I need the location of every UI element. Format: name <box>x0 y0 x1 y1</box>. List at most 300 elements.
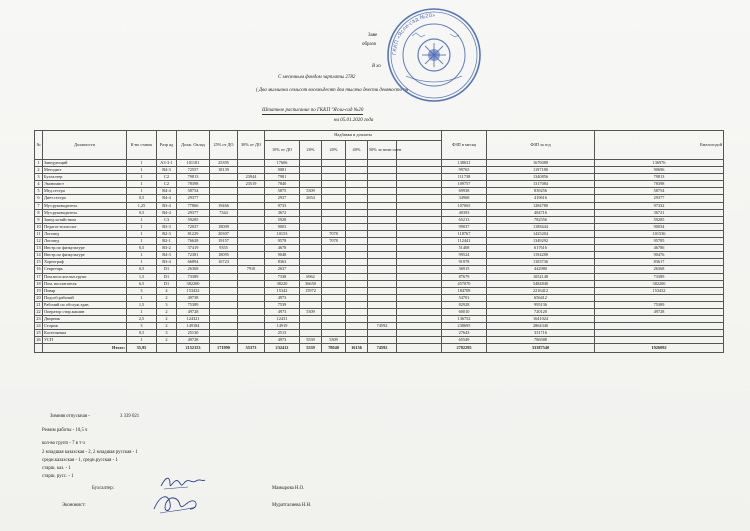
cell-position: Муз.руководитель <box>43 209 127 216</box>
cell-10pct: 7338 <box>265 273 300 280</box>
cell-vacation: 59285 <box>595 216 724 223</box>
cell-10pct: 4678 <box>265 245 300 252</box>
header-line-1: Заве <box>368 33 378 38</box>
cell-night <box>368 223 397 230</box>
cell-total-20pct-a: 5539 <box>300 344 322 353</box>
col-header-night: 50% за ночн смен <box>368 141 397 160</box>
cell-night <box>368 266 397 273</box>
cell-10pct: 14919 <box>265 323 300 330</box>
cell-30pct <box>238 223 265 230</box>
cell-30pct <box>238 245 265 252</box>
cell-40pct <box>346 223 368 230</box>
cell-blank <box>397 280 442 287</box>
cell-vacation: 83617 <box>595 259 724 266</box>
official-stamp-seal <box>384 6 484 104</box>
cell-20pct-a <box>300 252 322 259</box>
cell-30pct <box>238 259 265 266</box>
cell-salary: 25130 <box>177 330 210 337</box>
cell-30pct <box>238 301 265 308</box>
cell-vacation: 73389 <box>595 273 724 280</box>
cell-vacation: 382200 <box>595 280 724 287</box>
table-row <box>35 160 724 167</box>
cell-no: 21 <box>36 301 41 307</box>
cell-10pct: 8363 <box>265 259 300 266</box>
col-header-position: Должности <box>43 131 127 160</box>
cell-rate: 1,5 <box>127 273 157 280</box>
cell-rate: 6,5 <box>127 280 157 287</box>
cell-no: 25 <box>36 330 41 336</box>
col-header-fot-month: ФЗП в месяц <box>442 131 487 160</box>
table-row <box>35 337 724 344</box>
cell-40pct <box>346 181 368 188</box>
cell-no: 2 <box>35 167 43 174</box>
cell-grade: C3 <box>157 216 177 223</box>
cell-grade: 3 <box>157 330 177 337</box>
cell-vacation: 153432 <box>595 287 724 294</box>
col-header-vacation: Ежелогодой <box>595 131 724 160</box>
cell-20pct-b <box>322 316 346 323</box>
cell-fot-month: 184708 <box>442 287 487 294</box>
vacation-value: 3 339 021 <box>120 414 140 419</box>
cell-10pct: 2937 <box>265 195 300 202</box>
cell-25pct <box>210 266 238 273</box>
cell-rate: 1 <box>127 160 157 167</box>
cell-night <box>368 188 397 195</box>
cell-fot-year: 1194288 <box>487 252 595 259</box>
cell-fot-year: 1197180 <box>487 167 595 174</box>
cell-25pct: 9355 <box>210 245 238 252</box>
cell-no: 18 <box>36 280 41 286</box>
cell-10pct: 5875 <box>265 188 300 195</box>
table-row <box>35 181 724 188</box>
cell-20pct-a <box>300 330 322 337</box>
cell-grade: C2 <box>157 181 177 188</box>
cell-position: Педагог-психолог <box>43 223 127 230</box>
cell-no: 19 <box>36 287 41 293</box>
economist-signature <box>150 489 202 517</box>
cell-fot-month: 40393 <box>442 209 487 216</box>
cell-blank <box>397 188 442 195</box>
cell-no: 15 <box>36 259 41 265</box>
cell-20pct-b <box>322 160 346 167</box>
cell-rate: 0,5 <box>127 266 157 273</box>
cell-30pct <box>238 202 265 209</box>
cell-grade: B2-1 <box>157 238 177 245</box>
cell-grade: B4-3 <box>157 252 177 259</box>
cell-10pct: 9733 <box>265 202 300 209</box>
cell-10pct: 4973 <box>265 337 300 344</box>
cell-position: Пом.восп.ясельн.групп <box>43 273 127 280</box>
cell-night <box>368 330 397 337</box>
cell-grade: B4-4 <box>157 188 177 195</box>
cell-night <box>368 287 397 294</box>
cell-10pct: 9081 <box>265 167 300 174</box>
cell-20pct-a <box>300 294 322 301</box>
table-row <box>35 223 724 230</box>
col-header-20pct-b: 20% <box>322 141 346 160</box>
cell-fot-month: 60010 <box>442 308 487 315</box>
cell-salary: 77866 <box>177 202 210 209</box>
col-header-fot-year: ФЗП за год <box>487 131 595 160</box>
cell-25pct <box>210 337 238 344</box>
cell-vacation: 95785 <box>595 238 724 245</box>
table-row <box>35 195 724 202</box>
cell-fot-year: 1317084 <box>487 181 595 188</box>
cell-night <box>368 252 397 259</box>
cell-night <box>368 308 397 315</box>
cell-grade <box>157 344 177 353</box>
col-header-20pct-a: 20% <box>300 141 322 160</box>
cell-grade: 3 <box>157 301 177 308</box>
cell-rate: 0,5 <box>127 245 157 252</box>
cell-total-fot-month: 2782295 <box>442 344 487 353</box>
cell-25pct: 18095 <box>210 252 238 259</box>
cell-20pct-a <box>300 216 322 223</box>
cell-30pct <box>238 230 265 237</box>
cell-night <box>368 259 397 266</box>
cell-grade: B4-4 <box>157 209 177 216</box>
cell-fot-year: 839256 <box>487 188 595 195</box>
cell-position: Пом. воспитателя <box>43 280 127 287</box>
cell-30pct <box>238 195 265 202</box>
cell-rate: 0,5 <box>127 209 157 216</box>
cell-fot-month: 51468 <box>442 245 487 252</box>
table-row <box>35 280 724 287</box>
cell-fot-year: 1284780 <box>487 202 595 209</box>
col-header-blank <box>397 141 442 160</box>
cell-night <box>368 245 397 252</box>
groups-senior-kaz: старш. каз. - 1 <box>42 466 71 471</box>
cell-20pct-a <box>300 323 322 330</box>
cell-blank <box>397 273 442 280</box>
cell-fot-year: 1349292 <box>487 238 595 245</box>
cell-grade: 2 <box>157 308 177 315</box>
cell-no: 5 <box>35 188 43 195</box>
cell-no: 16 <box>36 266 41 272</box>
cell-20pct-a: 5309 <box>300 188 322 195</box>
cell-salary: 73389 <box>177 273 210 280</box>
cell-40pct <box>346 195 368 202</box>
cell-blank <box>397 337 442 344</box>
cell-20pct-b: 7078 <box>322 238 346 245</box>
table-row <box>35 202 724 209</box>
header-date: на 05.01.2020 года <box>334 118 374 123</box>
cell-total-40pct: 16156 <box>346 344 368 353</box>
cell-rate: 1 <box>127 259 157 266</box>
cell-position: Логопед <box>43 230 127 237</box>
cell-vacation: 36721 <box>595 209 724 216</box>
cell-no: 14 <box>36 252 41 258</box>
cell-grade: B3-2 <box>157 245 177 252</box>
cell-fot-month: 82928 <box>442 301 487 308</box>
cell-fot-month: 99037 <box>442 223 487 230</box>
cell-grade: B2-3 <box>157 230 177 237</box>
header-line-2: образо <box>362 42 377 47</box>
cell-no: 8 <box>35 209 43 216</box>
cell-20pct-b <box>322 209 346 216</box>
cell-rate: 1 <box>127 216 157 223</box>
cell-fot-year: 782556 <box>487 216 595 223</box>
cell-rate: 3 <box>127 287 157 294</box>
cell-10pct: 2513 <box>265 330 300 337</box>
cell-40pct <box>346 202 368 209</box>
table-row <box>35 259 724 266</box>
cell-rate: 0,5 <box>127 330 157 337</box>
cell-rate: 1 <box>127 308 157 315</box>
cell-grade: B3-4 <box>157 259 177 266</box>
cell-30pct <box>238 323 265 330</box>
cell-position: Кастелянша <box>43 330 127 337</box>
cell-10pct: 38220 <box>265 280 300 287</box>
cell-no: 20 <box>36 294 41 300</box>
cell-25pct <box>210 287 238 294</box>
groups-detail: 2 младшая казахская - 2, 2 младшая русская - 1 <box>42 450 138 455</box>
cell-salary: 81229 <box>177 230 210 237</box>
cell-30pct: 23944 <box>238 174 265 181</box>
cell-vacation: 58754 <box>595 188 724 195</box>
cell-fot-month: 99765 <box>442 167 487 174</box>
cell-rate: 1,5 <box>127 301 157 308</box>
table-row <box>35 301 724 308</box>
cell-vacation: 75389 <box>595 301 724 308</box>
cell-grade: 2 <box>157 294 177 301</box>
cell-position: Секретарь <box>43 266 127 273</box>
cell-salary: 153432 <box>177 287 210 294</box>
cell-position: Заведующий <box>43 160 127 167</box>
cell-20pct-b <box>322 181 346 188</box>
cell-fot-month: 54701 <box>442 294 487 301</box>
cell-vacation <box>595 316 724 323</box>
staffing-table <box>34 130 724 353</box>
cell-rate: 3 <box>127 323 157 330</box>
cell-25pct <box>210 188 238 195</box>
cell-position: Рабочий по обслуж.здан. <box>43 301 127 308</box>
cell-position: Методист <box>43 167 127 174</box>
cell-fot-year: 995136 <box>487 301 595 308</box>
cell-20pct-b <box>322 266 346 273</box>
cell-vacation: 90034 <box>595 223 724 230</box>
cell-fot-month: 69938 <box>442 188 487 195</box>
cell-blank <box>397 202 442 209</box>
cell-fot-month: 112441 <box>442 238 487 245</box>
cell-no: 6 <box>35 195 43 202</box>
cell-blank <box>397 294 442 301</box>
header-line-4: С месячным фондом зарплаты 2782 <box>278 75 356 80</box>
cell-night <box>368 280 397 287</box>
cell-night <box>368 181 397 188</box>
cell-25pct: 20307 <box>210 230 238 237</box>
cell-20pct-a <box>300 160 322 167</box>
cell-fot-year: 1676088 <box>487 160 595 167</box>
table-row <box>35 308 724 315</box>
cell-blank <box>397 209 442 216</box>
cell-blank <box>397 330 442 337</box>
cell-40pct <box>346 301 368 308</box>
cell-blank <box>397 174 442 181</box>
cell-30pct <box>238 308 265 315</box>
cell-fot-year: 1340856 <box>487 174 595 181</box>
col-header-no: № <box>35 131 43 160</box>
cell-total-25pct: 171990 <box>210 344 238 353</box>
groups-count: кол-во групп - 7 в т ч <box>42 441 85 446</box>
cell-10pct: 17606 <box>265 160 300 167</box>
cell-blank <box>397 308 442 315</box>
cell-fot-year: 1641024 <box>487 316 595 323</box>
cell-30pct: 23519 <box>238 181 265 188</box>
table-row <box>35 316 724 323</box>
cell-20pct-b <box>322 273 346 280</box>
cell-fot-month: 118767 <box>442 230 487 237</box>
cell-vacation: 49728 <box>595 308 724 315</box>
cell-fot-year: 1052148 <box>487 273 595 280</box>
table-row <box>35 230 724 237</box>
cell-blank <box>397 216 442 223</box>
cell-blank <box>397 245 442 252</box>
cell-10pct: 7981 <box>265 174 300 181</box>
cell-salary: 49728 <box>177 337 210 344</box>
cell-40pct <box>346 245 368 252</box>
cell-no: 26 <box>36 337 41 343</box>
cell-20pct-a <box>300 223 322 230</box>
cell-20pct-a: 2654 <box>300 195 322 202</box>
cell-10pct: 7539 <box>265 301 300 308</box>
svg-text:ГККП «Ясли-сад №20»: ГККП «Ясли-сад №20» <box>391 12 436 56</box>
cell-20pct-a <box>300 301 322 308</box>
cell-20pct-b <box>322 308 346 315</box>
cell-20pct-b: 5309 <box>322 337 346 344</box>
cell-total-label: Итого: <box>43 344 127 353</box>
total-row <box>35 344 724 353</box>
cell-total-30pct: 55373 <box>238 344 265 353</box>
cell-fot-month: 138631 <box>442 160 487 167</box>
table-row <box>35 252 724 259</box>
cell-vacation: 78398 <box>595 181 724 188</box>
cell-night <box>368 238 397 245</box>
cell-10pct: 15342 <box>265 287 300 294</box>
table-row <box>35 287 724 294</box>
cell-vacation: 79813 <box>595 174 724 181</box>
cell-20pct-b <box>322 245 346 252</box>
cell-fot-year: 331716 <box>487 330 595 337</box>
cell-rate: 1 <box>127 337 157 344</box>
cell-salary: 37419 <box>177 245 210 252</box>
cell-40pct <box>346 238 368 245</box>
col-header-40pct: 40% <box>346 141 368 160</box>
cell-40pct <box>346 287 368 294</box>
cell-position: Инстр.по физкультуре <box>43 245 127 252</box>
cell-no <box>35 344 43 353</box>
cell-grade: B4-4 <box>157 195 177 202</box>
cell-fot-month: 36915 <box>442 266 487 273</box>
cell-10pct: 9048 <box>265 252 300 259</box>
cell-total-salary: 2152153 <box>177 344 210 353</box>
table-row <box>35 209 724 216</box>
cell-20pct-b <box>322 167 346 174</box>
cell-20pct-a <box>300 245 322 252</box>
cell-fot-month: 238695 <box>442 323 487 330</box>
cell-salary: 149184 <box>177 323 210 330</box>
cell-blank <box>397 323 442 330</box>
cell-30pct: 7910 <box>238 266 265 273</box>
cell-no: 12 <box>36 238 41 244</box>
cell-vacation: 97332 <box>595 202 724 209</box>
cell-fot-month: 136752 <box>442 316 487 323</box>
accountant-label: Бухгалтер: <box>92 486 114 491</box>
cell-position: Завед.хозяйством <box>43 216 127 223</box>
cell-30pct <box>238 188 265 195</box>
cell-fot-month: 99524 <box>442 252 487 259</box>
cell-40pct <box>346 167 368 174</box>
cell-30pct <box>238 167 265 174</box>
cell-position: Подсоб.рабочий <box>43 294 127 301</box>
cell-vacation: 46786 <box>595 245 724 252</box>
cell-night <box>368 202 397 209</box>
table-row <box>35 323 724 330</box>
table-row <box>35 245 724 252</box>
cell-30pct <box>238 160 265 167</box>
cell-25pct: 19157 <box>210 238 238 245</box>
cell-position: Диет.сестра <box>43 195 127 202</box>
cell-no: 3 <box>35 174 43 181</box>
cell-20pct-b <box>322 301 346 308</box>
cell-night <box>368 273 397 280</box>
cell-grade: A3-3-1 <box>157 160 177 167</box>
cell-rate: 1 <box>127 238 157 245</box>
cell-salary: 49728 <box>177 308 210 315</box>
cell-vacation: 90696 <box>595 167 724 174</box>
cell-25pct <box>210 316 238 323</box>
cell-rate: 1 <box>127 181 157 188</box>
work-mode: Режим работы - 10,5 ч <box>42 428 88 433</box>
cell-40pct <box>346 330 368 337</box>
cell-no: 17 <box>36 273 41 279</box>
cell-10pct: 10153 <box>265 230 300 237</box>
cell-30pct <box>238 316 265 323</box>
cell-fot-month: 27643 <box>442 330 487 337</box>
cell-rate: 0,5 <box>127 195 157 202</box>
cell-total-20pct-b: 78040 <box>322 344 346 353</box>
cell-salary: 76628 <box>177 238 210 245</box>
cell-20pct-a: 15972 <box>300 287 322 294</box>
cell-fot-month: 65213 <box>442 216 487 223</box>
cell-20pct-b <box>322 202 346 209</box>
cell-fot-year: 656412 <box>487 294 595 301</box>
cell-blank <box>397 230 442 237</box>
table-row <box>35 273 724 280</box>
cell-fot-year: 2864340 <box>487 323 595 330</box>
cell-grade: 2 <box>157 337 177 344</box>
col-header-10pct: 10% от ДО <box>265 141 300 160</box>
cell-10pct: 4973 <box>265 308 300 315</box>
cell-20pct-b <box>322 216 346 223</box>
cell-no: 9 <box>35 216 43 223</box>
cell-fot-year: 786588 <box>487 337 595 344</box>
cell-40pct <box>346 294 368 301</box>
cell-vacation: 101536 <box>595 230 724 237</box>
cell-total-fot-year: 33387540 <box>487 344 595 353</box>
header-line-5: ( Два миллиона семьсот восемьдесят два тысяча двести девяносто пя <box>256 88 409 93</box>
cell-blank <box>397 167 442 174</box>
cell-night <box>368 174 397 181</box>
groups-senior-rus: старш. русс. - 1 <box>42 474 74 479</box>
cell-rate: 1 <box>127 294 157 301</box>
cell-vacation <box>595 323 724 330</box>
cell-fot-month: 34968 <box>442 195 487 202</box>
cell-10pct: 9003 <box>265 223 300 230</box>
cell-25pct <box>210 308 238 315</box>
cell-20pct-b <box>322 174 346 181</box>
cell-30pct <box>238 216 265 223</box>
